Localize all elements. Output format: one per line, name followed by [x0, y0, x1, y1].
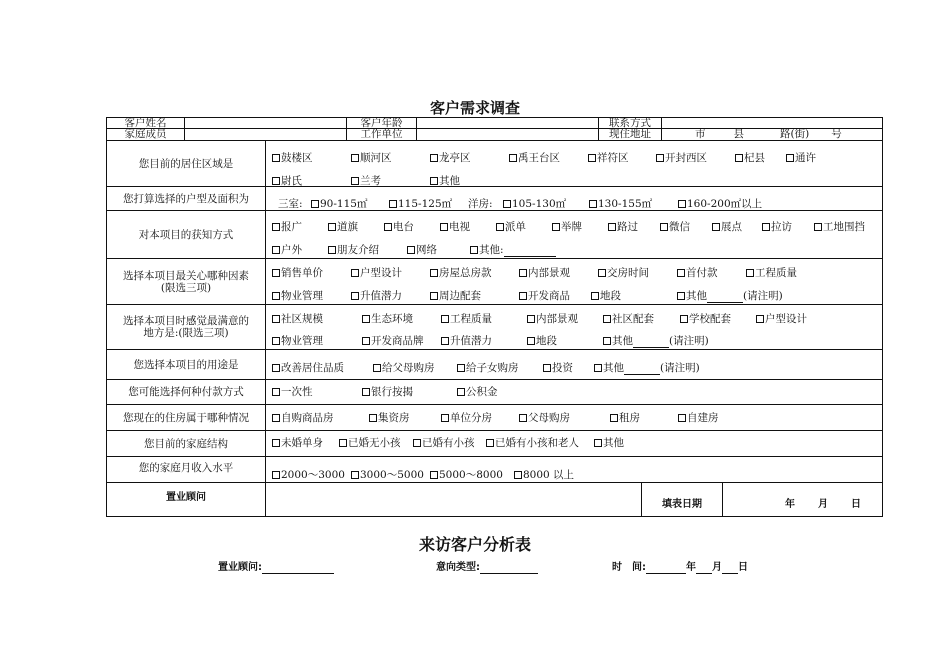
checkbox-icon[interactable] — [272, 337, 280, 345]
checkbox-icon[interactable] — [496, 223, 504, 231]
option-income-8000-plus[interactable]: 8000 以上 — [514, 469, 574, 481]
option-community-facilities[interactable]: 社区配套 — [603, 313, 654, 325]
checkbox-icon[interactable] — [786, 154, 794, 162]
checkbox-icon[interactable] — [430, 269, 438, 277]
checkbox-icon[interactable] — [272, 364, 280, 372]
page-title: 客户需求调查 — [429, 99, 520, 117]
checkbox-icon[interactable] — [384, 223, 392, 231]
checkbox-icon[interactable] — [328, 223, 336, 231]
checkbox-icon[interactable] — [552, 223, 560, 231]
checkbox-icon[interactable] — [680, 315, 688, 323]
label-yangfang: 洋房: — [468, 198, 493, 210]
address-city: 市 — [695, 128, 706, 140]
checkbox-icon[interactable] — [430, 177, 438, 185]
work-unit-field[interactable] — [417, 129, 598, 140]
option-sign[interactable]: 举牌 — [552, 221, 582, 233]
address-road: 路(街) — [780, 128, 810, 140]
option-married-no-kids[interactable]: 已婚无小孩 — [339, 437, 401, 449]
option-radio[interactable]: 电台 — [384, 221, 414, 233]
customer-name-field[interactable] — [185, 117, 346, 128]
question-current-housing: 您现在的住房属于哪种情况 — [123, 411, 249, 424]
option-qixian[interactable]: 杞县 — [735, 152, 765, 164]
question-payment: 您可能选择何种付款方式 — [128, 386, 244, 398]
option-passby[interactable]: 路过 — [608, 221, 638, 233]
option-income-5000-8000[interactable]: 5000～8000 — [430, 469, 503, 481]
option-developer[interactable]: 开发商品 — [519, 290, 570, 302]
visitor-analysis-title: 来访客户分析表 — [418, 535, 531, 554]
label-three-room: 三室: — [278, 198, 303, 210]
option-single[interactable]: 未婚单身 — [272, 437, 323, 449]
customer-age-field[interactable] — [417, 117, 598, 128]
question-channel: 对本项目的获知方式 — [138, 228, 234, 241]
checkbox-icon[interactable] — [519, 292, 527, 300]
bottom-consultant[interactable]: 置业顾问: — [218, 558, 334, 574]
option-family-other[interactable]: 其他 — [594, 437, 624, 449]
option-quality[interactable]: 工程质量 — [441, 313, 492, 325]
question-unit-type: 您打算选择的户型及面积为 — [123, 192, 249, 205]
option-hoarding[interactable]: 工地围挡 — [814, 221, 865, 233]
option-tongxu[interactable]: 通许 — [786, 152, 816, 164]
checkbox-icon[interactable] — [678, 200, 686, 208]
option-property-service[interactable]: 物业管理 — [272, 335, 323, 347]
checkbox-icon[interactable] — [457, 388, 465, 396]
address-number: 号 — [831, 128, 842, 140]
work-unit-label: 工作单位 — [360, 128, 403, 140]
option-factors-other[interactable]: 其他 (请注明) — [677, 290, 783, 303]
option-renting[interactable]: 租房 — [610, 412, 640, 424]
date-month[interactable]: 月 — [818, 499, 828, 510]
option-friend[interactable]: 朋友介绍 — [328, 244, 379, 256]
checkbox-icon[interactable] — [272, 177, 280, 185]
checkbox-icon[interactable] — [527, 315, 535, 323]
family-members-label: 家庭成员 — [124, 128, 167, 140]
checkbox-icon[interactable] — [588, 154, 596, 162]
checkbox-icon[interactable] — [272, 292, 280, 300]
checkbox-icon[interactable] — [543, 364, 551, 372]
checkbox-icon[interactable] — [814, 223, 822, 231]
option-booth[interactable]: 展点 — [712, 221, 742, 233]
checkbox-icon[interactable] — [272, 269, 280, 277]
question-concern-factors: 选择本项目最关心哪种因素 (限选三项) — [123, 269, 249, 294]
option-115-125[interactable]: 115-125㎡ — [389, 198, 452, 210]
checkbox-icon[interactable] — [677, 269, 685, 277]
option-parents-housing[interactable]: 父母购房 — [519, 412, 570, 424]
checkbox-icon[interactable] — [272, 388, 280, 396]
checkbox-icon[interactable] — [603, 315, 611, 323]
option-income-3000-5000[interactable]: 3000～5000 — [351, 469, 424, 481]
option-lankao[interactable]: 兰考 — [351, 175, 381, 187]
checkbox-icon[interactable] — [735, 154, 743, 162]
option-160-200[interactable]: 160-200㎡以上 — [678, 198, 762, 210]
option-total-price[interactable]: 房屋总房款 — [430, 267, 492, 279]
question-satisfaction: 选择本项目时感觉最满意的 地方是:(限选三项) — [123, 315, 249, 339]
checkbox-icon[interactable] — [519, 269, 527, 277]
checkbox-icon[interactable] — [486, 439, 494, 447]
checkbox-icon[interactable] — [441, 315, 449, 323]
checkbox-icon[interactable] — [362, 337, 370, 345]
checkbox-icon[interactable] — [503, 200, 511, 208]
option-married-kids-elders[interactable]: 已婚有小孩和老人 — [486, 437, 579, 449]
option-married-with-kids[interactable]: 已婚有小孩 — [413, 437, 475, 449]
fill-date-label: 填表日期 — [662, 499, 702, 510]
option-internet[interactable]: 网络 — [407, 244, 437, 256]
question-purpose: 您选择本项目的用途是 — [133, 358, 239, 371]
question-family-structure: 您目前的家庭结构 — [144, 437, 228, 450]
option-self-built[interactable]: 自建房 — [678, 412, 719, 424]
option-kaifeng-west[interactable]: 开封西区 — [656, 152, 707, 164]
option-investment[interactable]: 投资 — [543, 362, 573, 374]
checkbox-icon[interactable] — [430, 292, 438, 300]
option-flyer[interactable]: 派单 — [496, 221, 526, 233]
checkbox-icon[interactable] — [369, 414, 377, 422]
option-105-130[interactable]: 105-130㎡ — [503, 198, 566, 210]
option-baoguang[interactable]: 报广 — [272, 221, 302, 233]
checkbox-icon[interactable] — [430, 471, 438, 479]
option-location[interactable]: 地段 — [591, 290, 621, 302]
option-other[interactable]: 其他 — [430, 175, 460, 187]
option-inner-landscape[interactable]: 内部景观 — [527, 313, 578, 325]
checkbox-icon[interactable] — [594, 364, 602, 372]
checkbox-icon[interactable] — [311, 200, 319, 208]
checkbox-icon[interactable] — [527, 337, 535, 345]
checkbox-icon[interactable] — [430, 154, 438, 162]
checkbox-icon[interactable] — [608, 223, 616, 231]
option-daoqi[interactable]: 道旗 — [328, 221, 358, 233]
checkbox-icon[interactable] — [362, 388, 370, 396]
option-longting[interactable]: 龙亭区 — [430, 152, 471, 164]
checkbox-icon[interactable] — [362, 315, 370, 323]
option-provident-fund[interactable]: 公积金 — [457, 386, 498, 398]
option-channel-other[interactable]: 其他: — [470, 244, 556, 257]
option-ecology[interactable]: 生态环境 — [362, 313, 413, 325]
checkbox-icon[interactable] — [272, 439, 280, 447]
checkbox-icon[interactable] — [677, 292, 685, 300]
checkbox-icon[interactable] — [441, 414, 449, 422]
option-purpose-other[interactable]: 其他 (请注明) — [594, 362, 700, 375]
option-developer-brand[interactable]: 开发商品牌 — [362, 335, 424, 347]
option-collective[interactable]: 集资房 — [369, 412, 410, 424]
option-shunhe[interactable]: 顺河区 — [351, 152, 392, 164]
checkbox-icon[interactable] — [440, 223, 448, 231]
checkbox-icon[interactable] — [389, 200, 397, 208]
option-landscape[interactable]: 内部景观 — [519, 267, 570, 279]
option-improve-living[interactable]: 改善居住品质 — [272, 362, 344, 374]
customer-name-label: 客户姓名 — [124, 117, 167, 129]
date-year[interactable]: 年 — [785, 499, 795, 510]
option-value-potential[interactable]: 升值潜力 — [441, 335, 492, 347]
contact-label: 联系方式 — [609, 117, 651, 129]
checkbox-icon[interactable] — [457, 364, 465, 372]
checkbox-icon[interactable] — [351, 154, 359, 162]
checkbox-icon[interactable] — [351, 471, 359, 479]
option-tv[interactable]: 电视 — [440, 221, 470, 233]
checkbox-icon[interactable] — [441, 337, 449, 345]
address-field[interactable] — [665, 128, 881, 141]
checkbox-icon[interactable] — [591, 292, 599, 300]
option-full-payment[interactable]: 一次性 — [272, 386, 313, 398]
address-label: 现住地址 — [609, 128, 651, 140]
option-wechat[interactable]: 微信 — [660, 221, 690, 233]
option-work-unit-housing[interactable]: 单位分房 — [441, 412, 492, 424]
checkbox-icon[interactable] — [407, 246, 415, 254]
checkbox-icon[interactable] — [610, 414, 618, 422]
question-income: 您的家庭月收入水平 — [138, 462, 234, 474]
option-for-parents[interactable]: 给父母购房 — [373, 362, 435, 374]
checkbox-icon[interactable] — [598, 269, 606, 277]
address-county: 县 — [733, 128, 744, 140]
checkbox-icon[interactable] — [756, 315, 764, 323]
checkbox-icon[interactable] — [762, 223, 770, 231]
option-unit-design[interactable]: 户型设计 — [756, 313, 807, 325]
bottom-time[interactable]: 时 间: 年 月 日 — [612, 562, 748, 573]
option-outdoor[interactable]: 户外 — [272, 244, 302, 256]
option-property-mgmt[interactable]: 物业管理 — [272, 290, 323, 302]
checkbox-icon[interactable] — [656, 154, 664, 162]
checkbox-icon[interactable] — [351, 292, 359, 300]
option-delivery-time[interactable]: 交房时间 — [598, 267, 649, 279]
checkbox-icon[interactable] — [272, 315, 280, 323]
option-community-scale[interactable]: 社区规模 — [272, 313, 323, 325]
checkbox-icon[interactable] — [678, 414, 686, 422]
option-appreciation[interactable]: 升值潜力 — [351, 290, 402, 302]
question-residence-area: 您目前的居住区域是 — [138, 157, 234, 170]
consultant-label: 置业顾问 — [166, 492, 206, 503]
option-yuwangtai[interactable]: 禹王台区 — [509, 152, 560, 164]
option-unit-price[interactable]: 销售单价 — [272, 267, 323, 279]
checkbox-icon[interactable] — [272, 414, 280, 422]
checkbox-icon[interactable] — [712, 223, 720, 231]
checkbox-icon[interactable] — [272, 471, 280, 479]
checkbox-icon[interactable] — [509, 154, 517, 162]
option-for-children[interactable]: 给子女购房 — [457, 362, 519, 374]
checkbox-icon[interactable] — [594, 439, 602, 447]
checkbox-icon[interactable] — [660, 223, 668, 231]
checkbox-icon[interactable] — [746, 269, 754, 277]
option-mortgage[interactable]: 银行按揭 — [362, 386, 413, 398]
checkbox-icon[interactable] — [589, 200, 597, 208]
option-school[interactable]: 学校配套 — [680, 313, 731, 325]
option-surroundings[interactable]: 周边配套 — [430, 290, 481, 302]
consultant-field[interactable] — [266, 483, 641, 517]
family-members-field[interactable] — [185, 129, 346, 140]
checkbox-icon[interactable] — [328, 246, 336, 254]
checkbox-icon[interactable] — [351, 177, 359, 185]
date-day[interactable]: 日 — [851, 499, 861, 510]
option-gulou[interactable]: 鼓楼区 — [272, 152, 313, 164]
checkbox-icon[interactable] — [373, 364, 381, 372]
option-construction-quality[interactable]: 工程质量 — [746, 267, 797, 279]
option-xiangfu[interactable]: 祥符区 — [588, 152, 629, 164]
option-90-115[interactable]: 90-115㎡ — [311, 198, 367, 210]
checkbox-icon[interactable] — [272, 223, 280, 231]
option-income-2000-3000[interactable]: 2000～3000 — [272, 469, 345, 481]
option-lafang[interactable]: 拉访 — [762, 221, 792, 233]
contact-field[interactable] — [662, 117, 882, 128]
option-own-commercial[interactable]: 自购商品房 — [272, 412, 334, 424]
option-130-155[interactable]: 130-155㎡ — [589, 198, 652, 210]
checkbox-icon[interactable] — [272, 246, 280, 254]
customer-age-label: 客户年龄 — [360, 117, 403, 129]
checkbox-icon[interactable] — [514, 471, 522, 479]
checkbox-icon[interactable] — [351, 269, 359, 277]
checkbox-icon[interactable] — [413, 439, 421, 447]
checkbox-icon[interactable] — [519, 414, 527, 422]
option-weishi[interactable]: 尉氏 — [272, 175, 302, 187]
option-satisfaction-other[interactable]: 其他 (请注明) — [603, 335, 709, 348]
checkbox-icon[interactable] — [272, 154, 280, 162]
option-layout-design[interactable]: 户型设计 — [351, 267, 402, 279]
option-down-payment[interactable]: 首付款 — [677, 267, 718, 279]
checkbox-icon[interactable] — [470, 246, 478, 254]
bottom-intent-type[interactable]: 意向类型: — [436, 558, 538, 574]
option-site[interactable]: 地段 — [527, 335, 557, 347]
checkbox-icon[interactable] — [339, 439, 347, 447]
checkbox-icon[interactable] — [603, 337, 611, 345]
